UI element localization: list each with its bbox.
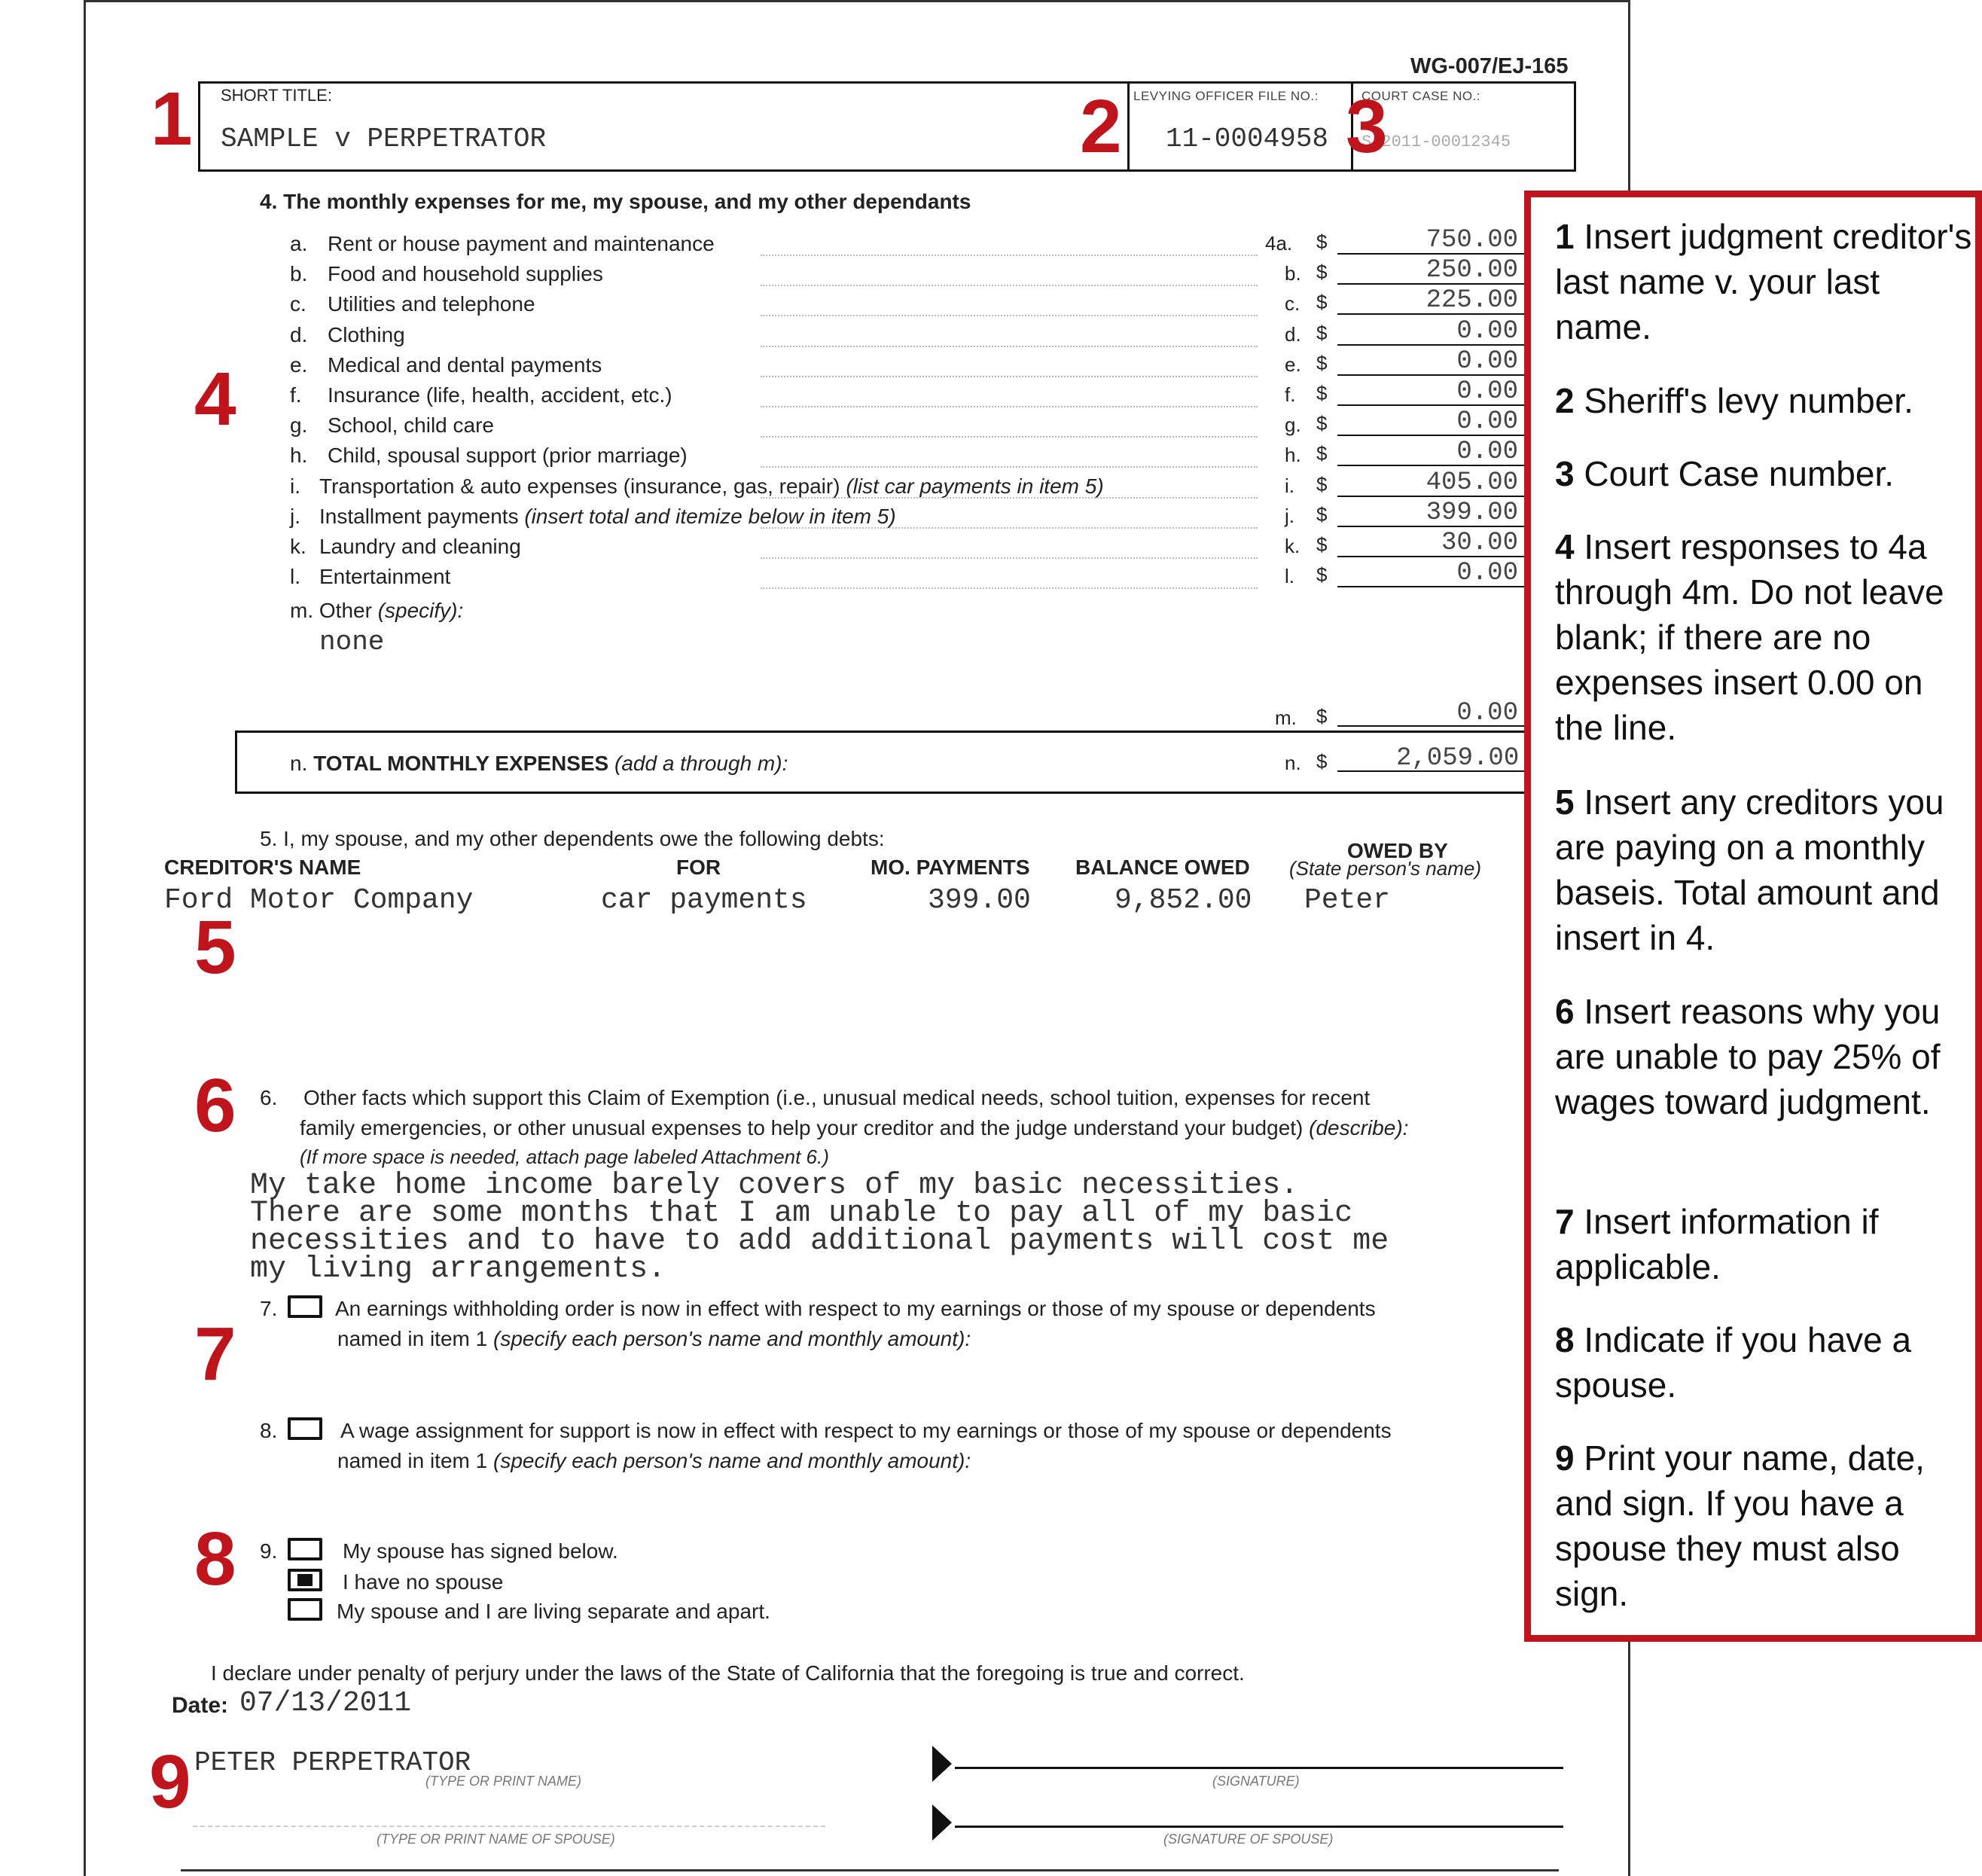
marker-6: 6 bbox=[194, 1063, 236, 1148]
expense-leader bbox=[761, 285, 1258, 286]
expense-amount-field[interactable]: 0.00 bbox=[1456, 407, 1518, 436]
item9-option-spouse-signed: My spouse has signed below. bbox=[343, 1539, 618, 1563]
court-case-field[interactable]: S-2011-00012345 bbox=[1361, 133, 1511, 151]
expense-key: f. bbox=[1285, 383, 1296, 406]
date-label: Date: bbox=[172, 1693, 229, 1718]
total-hint: (add a through m): bbox=[608, 752, 788, 775]
expense-label-text: School, child care bbox=[328, 413, 495, 437]
expense-amount-field[interactable]: 30.00 bbox=[1441, 529, 1518, 557]
expense-letter: l. bbox=[290, 565, 300, 588]
expense-key: j. bbox=[1285, 505, 1294, 527]
expense-label-text: Rent or house payment and maintenance bbox=[328, 232, 715, 255]
facts-line2 bbox=[300, 1116, 1524, 1140]
instruction-8 bbox=[1555, 1317, 1977, 1408]
facts-textarea[interactable] bbox=[250, 1169, 1389, 1286]
instruction-number: 4 bbox=[1555, 527, 1575, 566]
expense-label-text: Child, spousal support (prior marriage) bbox=[328, 444, 688, 467]
expense-label bbox=[328, 262, 603, 286]
item8-number: 8. bbox=[260, 1419, 278, 1442]
declaration-text: I declare under penalty of perjury under the laws of the State of California that the foregoing is true and correct. bbox=[211, 1661, 1245, 1685]
instruction-text: Print your name, date, and sign. If you have a spouse they must also sign. bbox=[1555, 1438, 1925, 1613]
expense-label-text: Food and household supplies bbox=[328, 262, 603, 285]
col-owed-by-sub: (State person's name) bbox=[1289, 857, 1481, 880]
expense-label bbox=[319, 565, 450, 589]
marker-2: 2 bbox=[1080, 84, 1122, 169]
facts-line1: Other facts which support this Claim of Exemption (i.e., unusual medical needs, school tuition, expenses for recent bbox=[303, 1086, 1371, 1109]
expense-key: h. bbox=[1285, 444, 1301, 466]
item9-option-separate: My spouse and I are living separate and apart. bbox=[337, 1600, 770, 1623]
expense-amount-field[interactable]: 399.00 bbox=[1426, 499, 1518, 527]
expense-leader bbox=[761, 376, 1258, 377]
spouse-name-line[interactable] bbox=[193, 1826, 825, 1827]
instruction-number: 5 bbox=[1555, 782, 1575, 822]
instruction-6 bbox=[1555, 989, 1977, 1124]
expense-leader bbox=[761, 436, 1258, 438]
item7-number: 7. bbox=[260, 1297, 278, 1320]
expense-leader bbox=[761, 255, 1258, 256]
expense-key: c. bbox=[1285, 292, 1300, 315]
col-for: FOR bbox=[676, 856, 721, 879]
expense-label bbox=[328, 353, 602, 377]
expense-letter: a. bbox=[290, 232, 308, 255]
facts-typed-line: My take home income barely covers of my basic necessities. bbox=[250, 1169, 1299, 1203]
expense-dollar: $ bbox=[1316, 533, 1328, 556]
other-field[interactable]: none bbox=[319, 627, 385, 657]
facts-typed-line: necessities and to have to add additional payments will cost me bbox=[250, 1225, 1389, 1258]
short-title-field[interactable]: SAMPLE v PERPETRATOR bbox=[221, 124, 547, 154]
instruction-text: Court Case number. bbox=[1584, 454, 1895, 493]
item7-line2-hint: (specify each person's name and monthly amount): bbox=[487, 1327, 971, 1350]
item7-line1: An earnings withholding order is now in effect with respect to my earnings or those of my spouse or dependents bbox=[335, 1297, 1376, 1320]
instruction-number: 9 bbox=[1555, 1438, 1575, 1478]
facts-typed-line: my living arrangements. bbox=[250, 1252, 666, 1286]
expense-dollar: $ bbox=[1316, 563, 1328, 586]
expense-letter: e. bbox=[290, 353, 308, 377]
instruction-9 bbox=[1555, 1435, 1977, 1616]
print-name-caption: (TYPE OR PRINT NAME) bbox=[425, 1774, 582, 1789]
expense-dollar: $ bbox=[1316, 261, 1328, 283]
expense-amount-field[interactable]: 405.00 bbox=[1426, 468, 1518, 497]
item9-option-spouse-signed-checkbox[interactable] bbox=[288, 1538, 322, 1560]
court-case-label: COURT CASE NO.: bbox=[1361, 89, 1481, 103]
other-label bbox=[290, 599, 463, 623]
expense-key: i. bbox=[1285, 474, 1294, 497]
expense-label bbox=[328, 292, 535, 316]
spouse-signature-caption: (SIGNATURE OF SPOUSE) bbox=[1163, 1832, 1334, 1847]
instruction-text: Indicate if you have a spouse. bbox=[1555, 1320, 1912, 1405]
item8-line1: A wage assignment for support is now in effect with respect to my earnings or those of my spouse or dependents bbox=[340, 1419, 1392, 1442]
debts-heading: 5. I, my spouse, and my other dependents owe the following debts: bbox=[260, 827, 885, 850]
instruction-2 bbox=[1555, 378, 1977, 423]
header-divider bbox=[1127, 81, 1130, 172]
spouse-signature-line[interactable] bbox=[955, 1826, 1563, 1828]
expense-amount-field[interactable]: 250.00 bbox=[1426, 256, 1518, 285]
instruction-4 bbox=[1555, 524, 1977, 750]
short-title-label: SHORT TITLE: bbox=[221, 86, 332, 105]
debt-creditor-field[interactable]: Ford Motor Company bbox=[164, 884, 474, 917]
expense-label bbox=[328, 383, 672, 407]
expense-dollar: $ bbox=[1316, 291, 1328, 313]
expense-label-text: Insurance (life, health, accident, etc.) bbox=[328, 383, 672, 407]
expense-amount-field[interactable]: 750.00 bbox=[1426, 226, 1518, 255]
expense-letter: j. bbox=[290, 505, 300, 528]
m-dollar: $ bbox=[1316, 705, 1328, 728]
expenses-heading: 4. The monthly expenses for me, my spouse, and my other dependants bbox=[260, 190, 971, 213]
debt-owed-by-field[interactable]: Peter bbox=[1304, 884, 1391, 917]
expense-letter: b. bbox=[290, 262, 308, 285]
expense-dollar: $ bbox=[1316, 473, 1328, 496]
debt-payments-field[interactable]: 399.00 bbox=[928, 884, 1031, 917]
expense-amount-field[interactable]: 225.00 bbox=[1426, 286, 1518, 315]
item7-line2-text: named in item 1 bbox=[337, 1327, 488, 1350]
marker-3: 3 bbox=[1346, 84, 1388, 169]
expense-label-text: Medical and dental payments bbox=[328, 353, 602, 377]
m-key: m. bbox=[1275, 706, 1297, 729]
expense-leader bbox=[761, 406, 1258, 407]
expense-letter: f. bbox=[290, 383, 302, 407]
instruction-number: 8 bbox=[1555, 1320, 1575, 1359]
expense-letter: i. bbox=[290, 474, 300, 498]
expense-letter: g. bbox=[290, 413, 308, 437]
instruction-1 bbox=[1555, 214, 1977, 349]
instruction-3 bbox=[1555, 451, 1977, 496]
marker-9: 9 bbox=[149, 1740, 191, 1824]
instruction-number: 7 bbox=[1555, 1202, 1575, 1241]
item8-checkbox[interactable] bbox=[288, 1417, 322, 1440]
expense-key: l. bbox=[1285, 565, 1294, 587]
item8-line2-hint: (specify each person's name and monthly amount): bbox=[487, 1449, 971, 1472]
expense-label-hint: (insert total and itemize below in item 5) bbox=[518, 505, 896, 528]
expense-label-text: Entertainment bbox=[319, 565, 451, 588]
instruction-text: Insert responses to 4a through 4m. Do not leave blank; if there are no expenses insert 0.00 on the line. bbox=[1555, 527, 1944, 747]
expense-leader bbox=[761, 527, 1258, 529]
instruction-number: 1 bbox=[1555, 217, 1575, 256]
item8-line2-text: named in item 1 bbox=[337, 1449, 488, 1472]
facts-line2-hint: (describe): bbox=[1303, 1116, 1409, 1139]
expense-key: b. bbox=[1285, 262, 1301, 285]
total-label bbox=[290, 752, 788, 776]
signature-arrow-icon bbox=[932, 1746, 952, 1782]
expense-label bbox=[319, 535, 521, 559]
date-field[interactable]: 07/13/2011 bbox=[239, 1687, 412, 1719]
item7-line2 bbox=[337, 1327, 971, 1351]
debt-for-field[interactable]: car payments bbox=[601, 884, 807, 917]
col-creditor: CREDITOR'S NAME bbox=[164, 856, 361, 879]
expense-amount-field[interactable]: 0.00 bbox=[1456, 438, 1518, 466]
facts-number: 6. bbox=[260, 1086, 278, 1109]
expense-label-text: Transportation & auto expenses (insurance, gas, repair) bbox=[319, 474, 840, 498]
marker-5: 5 bbox=[194, 905, 236, 990]
item9-number: 9. bbox=[260, 1539, 278, 1563]
item9-option-separate-checkbox[interactable] bbox=[288, 1598, 322, 1621]
expense-label-text: Installment payments bbox=[319, 505, 519, 528]
expense-key: g. bbox=[1285, 413, 1301, 436]
instruction-text: Insert reasons why you are unable to pay 25% of wages toward judgment. bbox=[1555, 992, 1941, 1121]
expense-leader bbox=[761, 557, 1258, 559]
marker-8: 8 bbox=[194, 1517, 236, 1601]
col-balance: BALANCE OWED bbox=[1075, 856, 1250, 879]
instruction-number: 3 bbox=[1555, 454, 1575, 493]
spouse-name-caption: (TYPE OR PRINT NAME OF SPOUSE) bbox=[377, 1832, 615, 1847]
facts-line3: (If more space is needed, attach page labeled Attachment 6.) bbox=[300, 1145, 829, 1168]
expense-key: e. bbox=[1285, 353, 1301, 376]
col-owed-by: OWED BY bbox=[1347, 839, 1448, 862]
levying-officer-field[interactable]: 11-0004958 bbox=[1166, 124, 1329, 154]
expense-amount-field[interactable]: 0.00 bbox=[1456, 559, 1518, 587]
expense-label bbox=[328, 323, 405, 347]
instruction-text: Insert any creditors you are paying on a monthly baseis. Total amount and insert in 4. bbox=[1555, 782, 1944, 957]
expense-label bbox=[319, 474, 1104, 499]
expense-label bbox=[328, 444, 688, 468]
debt-balance-field[interactable]: 9,852.00 bbox=[1114, 884, 1252, 917]
expense-key: d. bbox=[1285, 323, 1301, 346]
instruction-5 bbox=[1555, 779, 1977, 960]
instruction-text: Insert information if applicable. bbox=[1555, 1202, 1879, 1286]
expense-dollar: $ bbox=[1316, 322, 1328, 344]
expense-label bbox=[328, 232, 715, 256]
marker-1: 1 bbox=[151, 77, 193, 161]
other-label-hint: (specify): bbox=[371, 599, 464, 622]
expense-dollar: $ bbox=[1316, 230, 1328, 253]
spouse-signature-arrow-icon bbox=[932, 1804, 952, 1841]
expense-dollar: $ bbox=[1316, 503, 1328, 526]
expense-label-text: Clothing bbox=[328, 323, 405, 346]
expense-leader bbox=[761, 466, 1258, 468]
n-dollar: $ bbox=[1316, 750, 1328, 773]
page-bottom-rule bbox=[181, 1869, 1559, 1871]
expense-leader bbox=[761, 497, 1258, 499]
instructions-panel bbox=[1524, 191, 1982, 1642]
expense-letter: c. bbox=[290, 292, 306, 316]
instruction-text: Sheriff's levy number. bbox=[1584, 381, 1913, 420]
total-prefix: n. bbox=[290, 752, 308, 775]
expense-amount-field[interactable]: 0.00 bbox=[1456, 347, 1518, 376]
item7-checkbox[interactable] bbox=[288, 1295, 322, 1318]
expense-letter: d. bbox=[290, 323, 308, 346]
form-id: WG-007/EJ-165 bbox=[1410, 54, 1569, 78]
n-key: n. bbox=[1285, 752, 1301, 774]
expense-label-text: Utilities and telephone bbox=[328, 292, 535, 316]
instruction-text: Insert judgment creditor's last name v. your last name. bbox=[1555, 217, 1972, 346]
facts-line2-text: family emergencies, or other unusual expenses to help your creditor and the judge understand your budget) bbox=[300, 1116, 1304, 1139]
signature-caption: (SIGNATURE) bbox=[1212, 1774, 1300, 1789]
other-label-text: m. Other bbox=[290, 599, 372, 622]
item8-line2 bbox=[337, 1449, 971, 1473]
expense-label-hint: (list car payments in item 5) bbox=[840, 474, 1104, 498]
signature-line[interactable] bbox=[955, 1767, 1563, 1769]
instruction-number: 2 bbox=[1555, 381, 1575, 420]
expense-label bbox=[328, 413, 494, 438]
expense-key: k. bbox=[1285, 535, 1300, 557]
expense-label-text: Laundry and cleaning bbox=[319, 535, 521, 558]
print-name-field[interactable]: PETER PERPETRATOR bbox=[194, 1747, 471, 1778]
expense-dollar: $ bbox=[1316, 382, 1328, 404]
total-amount-field[interactable]: 2,059.00 bbox=[1396, 744, 1520, 773]
levying-officer-label: LEVYING OFFICER FILE NO.: bbox=[1133, 89, 1319, 103]
item9-option-no-spouse: I have no spouse bbox=[343, 1570, 504, 1594]
expense-dollar: $ bbox=[1316, 442, 1328, 465]
expense-key: 4a. bbox=[1265, 232, 1293, 255]
expense-amount-field[interactable]: 0.00 bbox=[1456, 377, 1518, 406]
expense-letter: k. bbox=[290, 535, 306, 558]
instruction-7 bbox=[1555, 1199, 1977, 1289]
expense-letter: h. bbox=[290, 444, 308, 467]
total-title: TOTAL MONTHLY EXPENSES bbox=[313, 752, 609, 775]
m-amount-field[interactable]: 0.00 bbox=[1456, 699, 1518, 728]
col-payments: MO. PAYMENTS bbox=[871, 856, 1030, 879]
expense-dollar: $ bbox=[1316, 352, 1328, 374]
expense-leader bbox=[761, 346, 1258, 347]
instruction-number: 6 bbox=[1555, 992, 1575, 1031]
expense-leader bbox=[761, 315, 1258, 316]
expense-label bbox=[319, 505, 896, 529]
marker-7: 7 bbox=[194, 1312, 236, 1396]
expense-leader bbox=[761, 587, 1258, 589]
expense-dollar: $ bbox=[1316, 412, 1328, 435]
facts-typed-line: There are some months that I am unable to pay all of my basic bbox=[250, 1197, 1353, 1231]
item9-option-no-spouse-checkbox[interactable] bbox=[288, 1569, 322, 1591]
expense-amount-field[interactable]: 0.00 bbox=[1456, 317, 1518, 346]
marker-4: 4 bbox=[194, 357, 236, 441]
